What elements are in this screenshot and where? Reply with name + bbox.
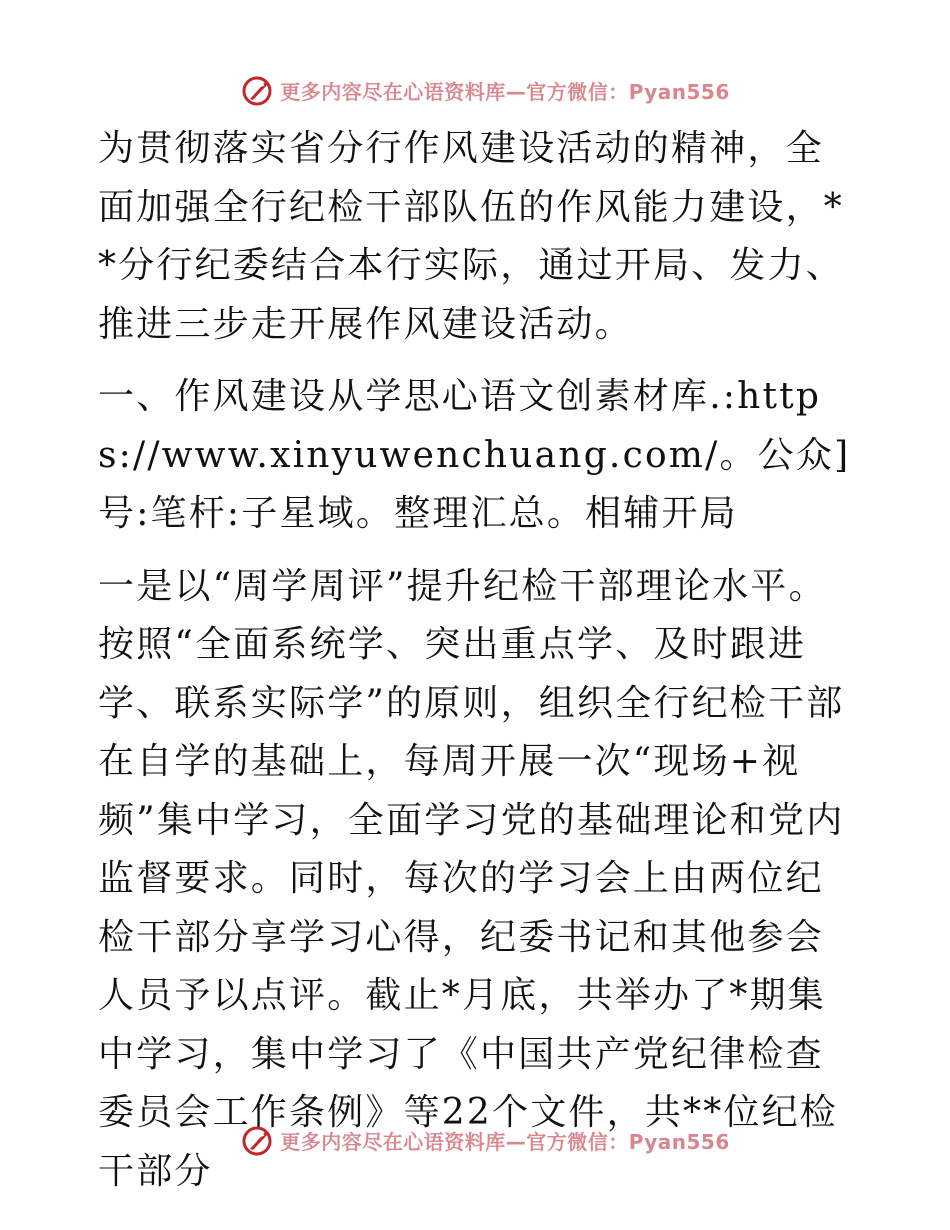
paragraph-first-point: 一是以“周学周评”提升纪检干部理论水平。按照“全面系统学、突出重点学、及时跟进学、联系实际学”的原则，组织全行纪检干部在自学的基础上，每周开展一次“现场+视频”集中学习，全面学习党的基础理论和党内监督要求。同时，每次的学习会上由两位纪检干部分享学习心得，纪委书记和其他参会人员予以点评。截止*月底，共举办了*期集中学习，集中学习了《中国共产党纪律检查委员会工作条例》等22个文件，共**位纪检干部分 xyxy=(98,565,845,1192)
header-banner-inner xyxy=(240,73,730,107)
red-quill-circle-logo-icon xyxy=(240,1123,274,1157)
paragraph-intro: 为贯彻落实省分行作风建设活动的精神，全面加强全行纪检干部队伍的作风能力建设，**分行纪委结合本行实际，通过开局、发力、推进三步走开展作风建设活动。 xyxy=(98,128,845,345)
paragraph-section-heading: 一、作风建设从学思心语文创素材库.:https://www.xinyuwenchuang.com/。公众]号:笔杆:子星域。整理汇总。相辅开局 xyxy=(98,376,851,534)
footer-banner-inner xyxy=(240,1123,730,1157)
header-watermark-banner xyxy=(0,70,950,110)
footer-watermark-banner xyxy=(0,1120,950,1160)
red-quill-circle-logo-icon xyxy=(240,73,274,107)
header-banner-text: 更多内容尽在心语资料库—官方微信：Pyan556 xyxy=(280,79,730,104)
footer-banner-text: 更多内容尽在心语资料库—官方微信：Pyan556 xyxy=(280,1129,730,1154)
document-body xyxy=(98,120,858,1201)
